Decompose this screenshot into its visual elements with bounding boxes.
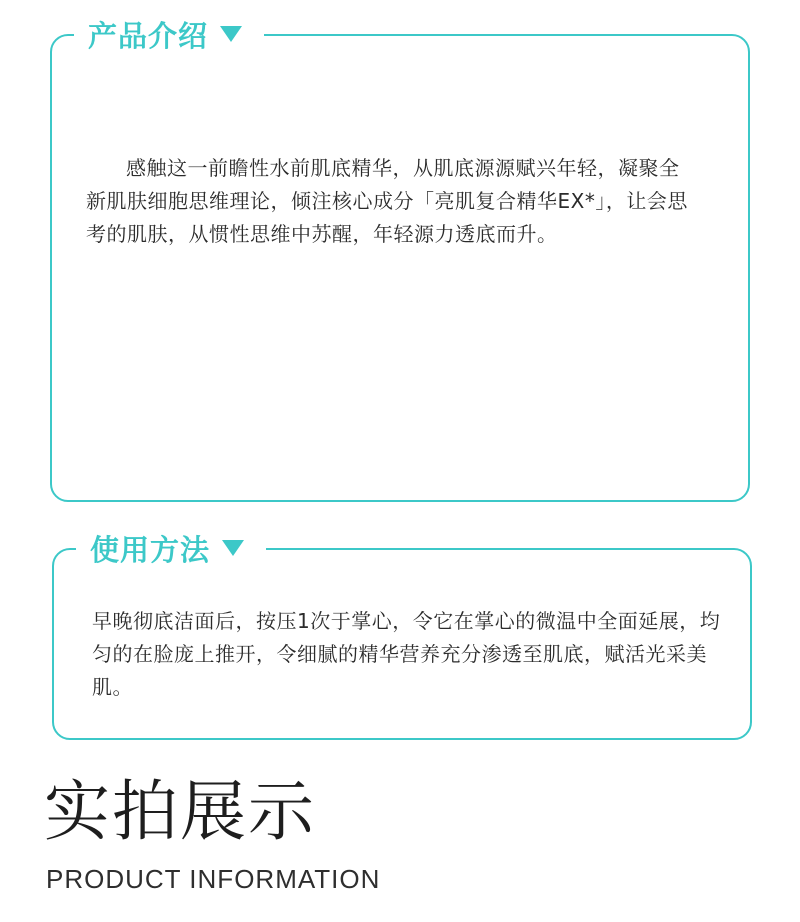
product-intro-title: 产品介绍 <box>88 18 209 53</box>
triangle-down-icon <box>222 540 244 556</box>
product-intro-text: 感触这一前瞻性水前肌底精华，从肌底源源赋兴年轻，凝聚全新肌肤细胞思维理论，倾注核心成分「亮肌复合精华EX*」，让会思考的肌肤，从惯性思维中苏醒，年轻源力透底而升。 <box>86 156 688 246</box>
usage-title: 使用方法 <box>90 532 211 567</box>
usage-text: 早晚彻底洁面后，按压1次于掌心，令它在掌心的微温中全面延展，均匀的在脸庞上推开，令细腻的精华营养充分渗透至肌底，赋活光采美肌。 <box>92 609 721 699</box>
usage-heading <box>76 526 266 570</box>
triangle-down-icon <box>220 26 242 42</box>
showcase-subtitle: PRODUCT INFORMATION <box>46 864 381 894</box>
usage-panel <box>52 532 752 740</box>
product-intro-heading <box>74 12 264 56</box>
showcase-title: 实拍展示 <box>44 773 316 850</box>
product-intro-panel <box>50 18 750 502</box>
